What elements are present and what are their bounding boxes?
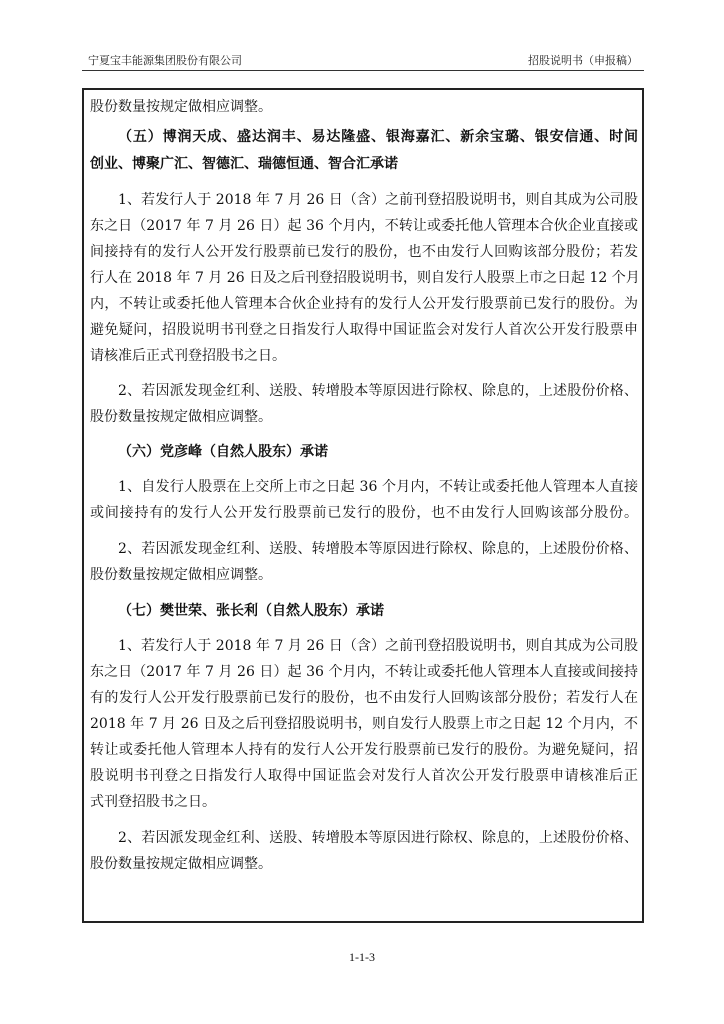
text-line: 转让或委托他人管理本人持有的发行人公开发行股票前已发行的股份。为避免疑问，招 [90, 742, 638, 758]
page-number: 1-1-3 [349, 950, 375, 964]
header-rule [82, 70, 644, 71]
header-doc-type: 招股说明书（申报稿） [528, 54, 638, 67]
text-line: 内，不转让或委托他人管理本合伙企业持有的发行人公开发行股票前已发行的股份。为 [90, 296, 638, 312]
section-heading-5-cont: 创业、博聚广汇、智德汇、瑞德恒通、智合汇承诺 [90, 156, 398, 172]
text-line: 间接持有的发行人公开发行股票前已发行的股份，也不由发行人回购该部分股份；若发 [90, 244, 638, 260]
page-header [82, 52, 642, 70]
section-heading-7: （七）樊世荣、张长利（自然人股东）承诺 [118, 603, 384, 619]
text-line: 股份数量按规定做相应调整。 [90, 99, 272, 115]
text-line: 有的发行人公开发行股票前已发行的股份，也不由发行人回购该部分股份；若发行人在 [90, 690, 638, 706]
text-line: 请核准后正式刊登招股书之日。 [90, 348, 286, 364]
text-line: 东之日（2017 年 7 月 26 日）起 36 个月内，不转让或委托他人管理本合伙企业直接或 [90, 218, 638, 234]
section-heading-5: （五）博润天成、盛达润丰、易达隆盛、银海嘉汇、新余宝璐、银安信通、时间 [118, 129, 638, 145]
text-line: 1、若发行人于 2018 年 7 月 26 日（含）之前刊登招股说明书，则自其成为公司股 [118, 192, 638, 208]
text-line: 2、若因派发现金红利、送股、转增股本等原因进行除权、除息的，上述股份价格、 [118, 541, 638, 557]
text-line: 或间接持有的发行人公开发行股票前已发行的股份，也不由发行人回购该部分股份。 [90, 505, 638, 521]
text-line: 式刊登招股书之日。 [90, 794, 216, 810]
text-line: 2018 年 7 月 26 日及之后刊登招股说明书，则自发行人股票上市之日起 12 个月内，不 [90, 716, 638, 732]
text-line: 2、若因派发现金红利、送股、转增股本等原因进行除权、除息的，上述股份价格、 [118, 383, 638, 399]
text-line: 东之日（2017 年 7 月 26 日）起 36 个月内，不转让或委托他人管理本人直接或间接持 [90, 664, 638, 680]
header-company: 宁夏宝丰能源集团股份有限公司 [88, 54, 242, 67]
text-line: 股份数量按规定做相应调整。 [90, 856, 272, 872]
text-line: 股份数量按规定做相应调整。 [90, 567, 272, 583]
text-line: 1、若发行人于 2018 年 7 月 26 日（含）之前刊登招股说明书，则自其成为公司股 [118, 638, 638, 654]
section-heading-6: （六）党彦峰（自然人股东）承诺 [118, 444, 328, 460]
text-line: 2、若因派发现金红利、送股、转增股本等原因进行除权、除息的，上述股份价格、 [118, 830, 638, 846]
text-line: 股份数量按规定做相应调整。 [90, 409, 272, 425]
text-line: 1、自发行人股票在上交所上市之日起 36 个月内，不转让或委托他人管理本人直接 [118, 479, 638, 495]
text-line: 行人在 2018 年 7 月 26 日及之后刊登招股说明书，则自发行人股票上市之日起 12 个月 [90, 270, 640, 286]
text-line: 避免疑问，招股说明书刊登之日指发行人取得中国证监会对发行人首次公开发行股票申 [90, 322, 638, 338]
text-line: 股说明书刊登之日指发行人取得中国证监会对发行人首次公开发行股票申请核准后正 [90, 768, 638, 784]
